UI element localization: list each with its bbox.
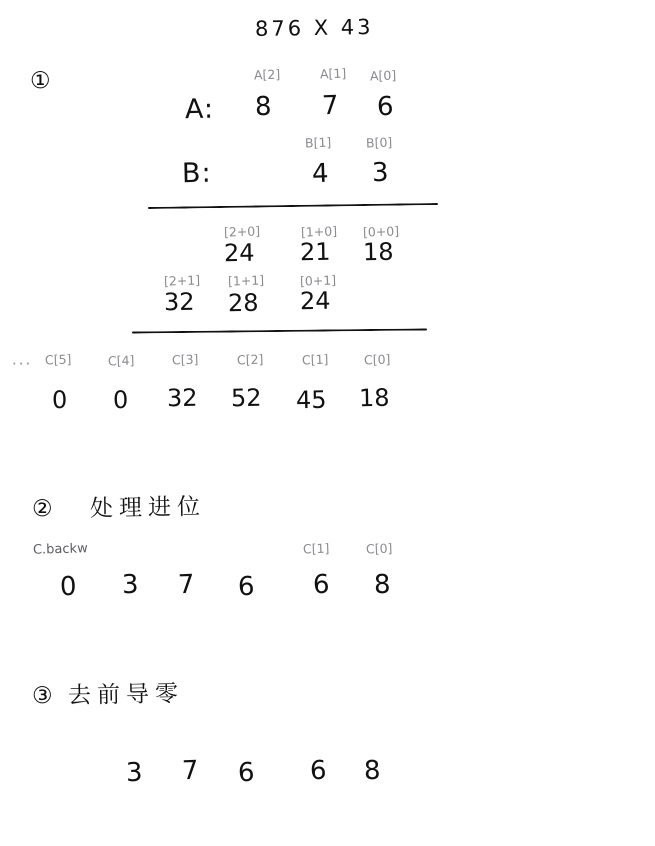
partial-row1-offset-2: [2+0]	[223, 223, 261, 240]
accumulated-value-4: 0	[112, 385, 129, 415]
operand-b-digit-1: 4	[311, 158, 330, 190]
partial-row1-offset-1: [1+0]	[300, 223, 338, 240]
carry-value-3: 6	[237, 571, 256, 603]
result-value-3: 6	[309, 755, 328, 787]
dimensions-title: 876 X 43	[254, 14, 374, 42]
b-index-label-1: B[1]	[304, 134, 332, 151]
step-1-marker: ①	[30, 68, 51, 94]
result-value-1: 7	[181, 755, 200, 787]
partial-row2-value-2: 32	[163, 287, 195, 317]
a-index-label-1: A[1]	[319, 65, 347, 82]
carry-index-label-1: C[1]	[302, 540, 330, 557]
a-index-label-2: A[2]	[253, 66, 281, 83]
operand-b-name: B:	[181, 157, 212, 190]
operand-a-digit-2: 8	[254, 91, 273, 123]
c-index-label-4: C[4]	[107, 352, 135, 369]
partial-row2-offset-2: [2+1]	[163, 272, 201, 289]
operand-a-digit-1: 7	[321, 90, 340, 122]
carry-value-0: 0	[59, 571, 78, 603]
operand-b-digit-0: 3	[371, 157, 390, 189]
carry-note: C.backw	[32, 541, 88, 558]
accumulated-value-5: 0	[51, 385, 68, 415]
c-index-label-0: C[0]	[363, 351, 391, 368]
step-2-label: 处理进位	[89, 493, 207, 523]
accumulated-value-1: 45	[295, 385, 327, 415]
c-index-label-5: C[5]	[44, 351, 72, 368]
partial-row1-value-1: 21	[299, 237, 331, 267]
divider-partials	[132, 328, 427, 333]
a-index-label-0: A[0]	[369, 67, 397, 84]
accumulated-value-2: 52	[230, 383, 262, 413]
partial-row2-value-0: 24	[299, 286, 331, 316]
accumulated-leading-dots: ···	[12, 355, 33, 373]
c-index-label-2: C[2]	[236, 351, 264, 368]
result-value-0: 3	[125, 757, 144, 789]
partial-row2-offset-0: [0+1]	[299, 272, 337, 289]
carry-value-5: 8	[373, 569, 392, 601]
partial-row1-value-2: 24	[223, 238, 255, 268]
divider-operands	[148, 203, 438, 209]
step-3-marker: ③	[32, 683, 53, 709]
operand-a-digit-0: 6	[376, 91, 395, 123]
partial-row1-offset-0: [0+0]	[362, 223, 400, 240]
carry-value-1: 3	[121, 569, 140, 601]
step-2-marker: ②	[32, 496, 53, 522]
c-index-label-3: C[3]	[171, 351, 199, 368]
result-value-2: 6	[237, 757, 256, 789]
b-index-label-0: B[0]	[365, 134, 393, 151]
carry-index-label-0: C[0]	[365, 540, 393, 557]
operand-a-name: A:	[184, 93, 215, 126]
accumulated-value-3: 32	[166, 383, 198, 413]
c-index-label-1: C[1]	[301, 351, 329, 368]
carry-value-4: 6	[312, 569, 331, 601]
partial-row2-offset-1: [1+1]	[227, 272, 265, 289]
partial-row2-value-1: 28	[227, 288, 259, 318]
result-value-4: 8	[363, 755, 382, 787]
accumulated-value-0: 18	[358, 383, 390, 413]
carry-value-2: 7	[177, 569, 196, 601]
step-3-label: 去前导零	[67, 680, 185, 710]
partial-row1-value-0: 18	[362, 237, 394, 267]
